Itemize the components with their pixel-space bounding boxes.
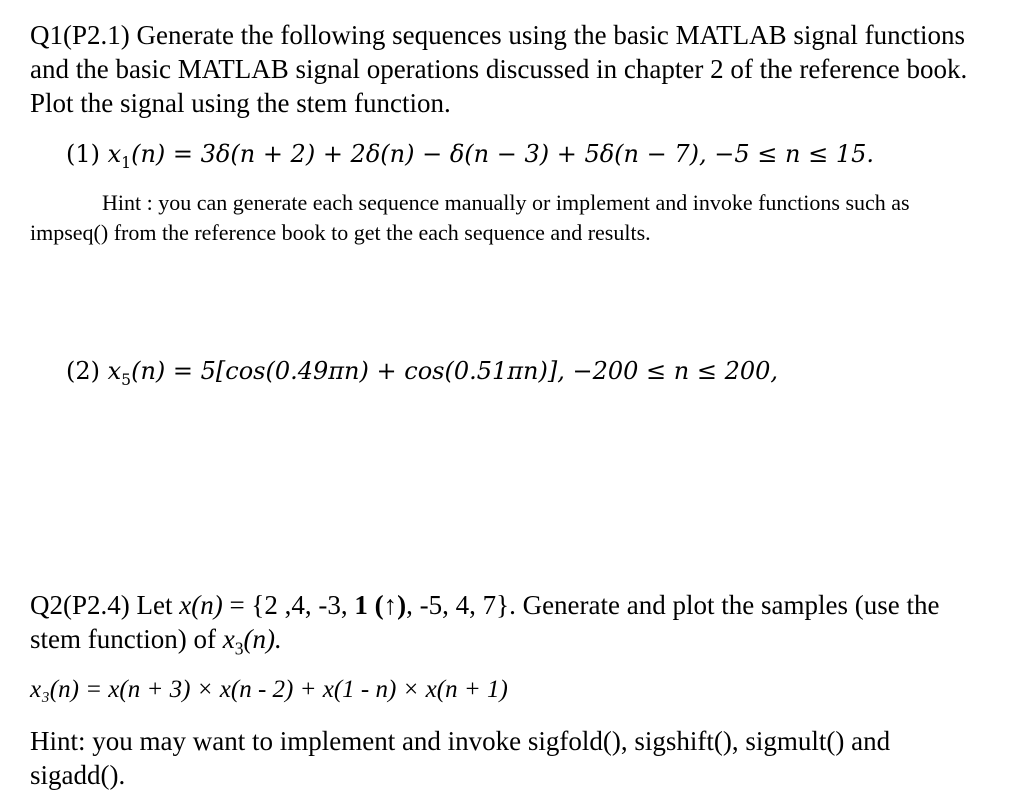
q2-x3-tail: (n). [243, 624, 282, 654]
q2-prefix: Q2(P2.4) Let [30, 590, 180, 620]
equation-x5-label: (2) [66, 357, 108, 385]
equation-x5-var: x [107, 357, 122, 385]
q2-set-open: = {2 ,4, -3, [222, 590, 355, 620]
q2-set-close: , -5, 4, 7}. Generate and plot the samples (use the stem function) of [30, 590, 940, 654]
q2-xn: x(n) [179, 590, 223, 620]
equation-x5-rhs: (n) = 5[cos(0.49πn) + cos(0.51πn)], −200 ≤ n ≤ 200, [131, 357, 779, 385]
equation-x1-label: (1) [66, 140, 108, 168]
equation-x1-sub: 1 [121, 153, 132, 172]
hint-1-text: Hint : you can generate each sequence manually or implement and invoke functions such as impseq() from the reference book to get the each sequence and results. [30, 190, 910, 245]
q2-bold-one: 1 (↑) [354, 590, 407, 620]
q2-x3-sub: 3 [234, 638, 244, 659]
question-2-text [30, 588, 990, 665]
hint-2-text: Hint: you may want to implement and invoke sigfold(), sigshift(), sigmult() and sigadd(). [30, 726, 891, 790]
x3-equation: x₃(n) = x(n + 3) × x(n - 2) + x(1 - n) × x(n + 1) [30, 676, 508, 703]
equation-x1-var: x [107, 140, 122, 168]
equation-x1-rhs: (n) = 3δ(n + 2) + 2δ(n) − δ(n − 3) + 5δ(n − 7), −5 ≤ n ≤ 15. [131, 140, 874, 168]
q2-x3: x [222, 624, 235, 654]
equation-x5 [66, 357, 778, 389]
equation-x5-sub: 5 [121, 370, 132, 389]
question-1-text: Q1(P2.1) Generate the following sequences using the basic MATLAB signal functions and the basic MATLAB signal operations discussed in chapter 2 of the reference book. Plot the signal using the stem function. [30, 20, 968, 118]
equation-x1 [66, 140, 874, 172]
hint-1 [30, 188, 990, 248]
